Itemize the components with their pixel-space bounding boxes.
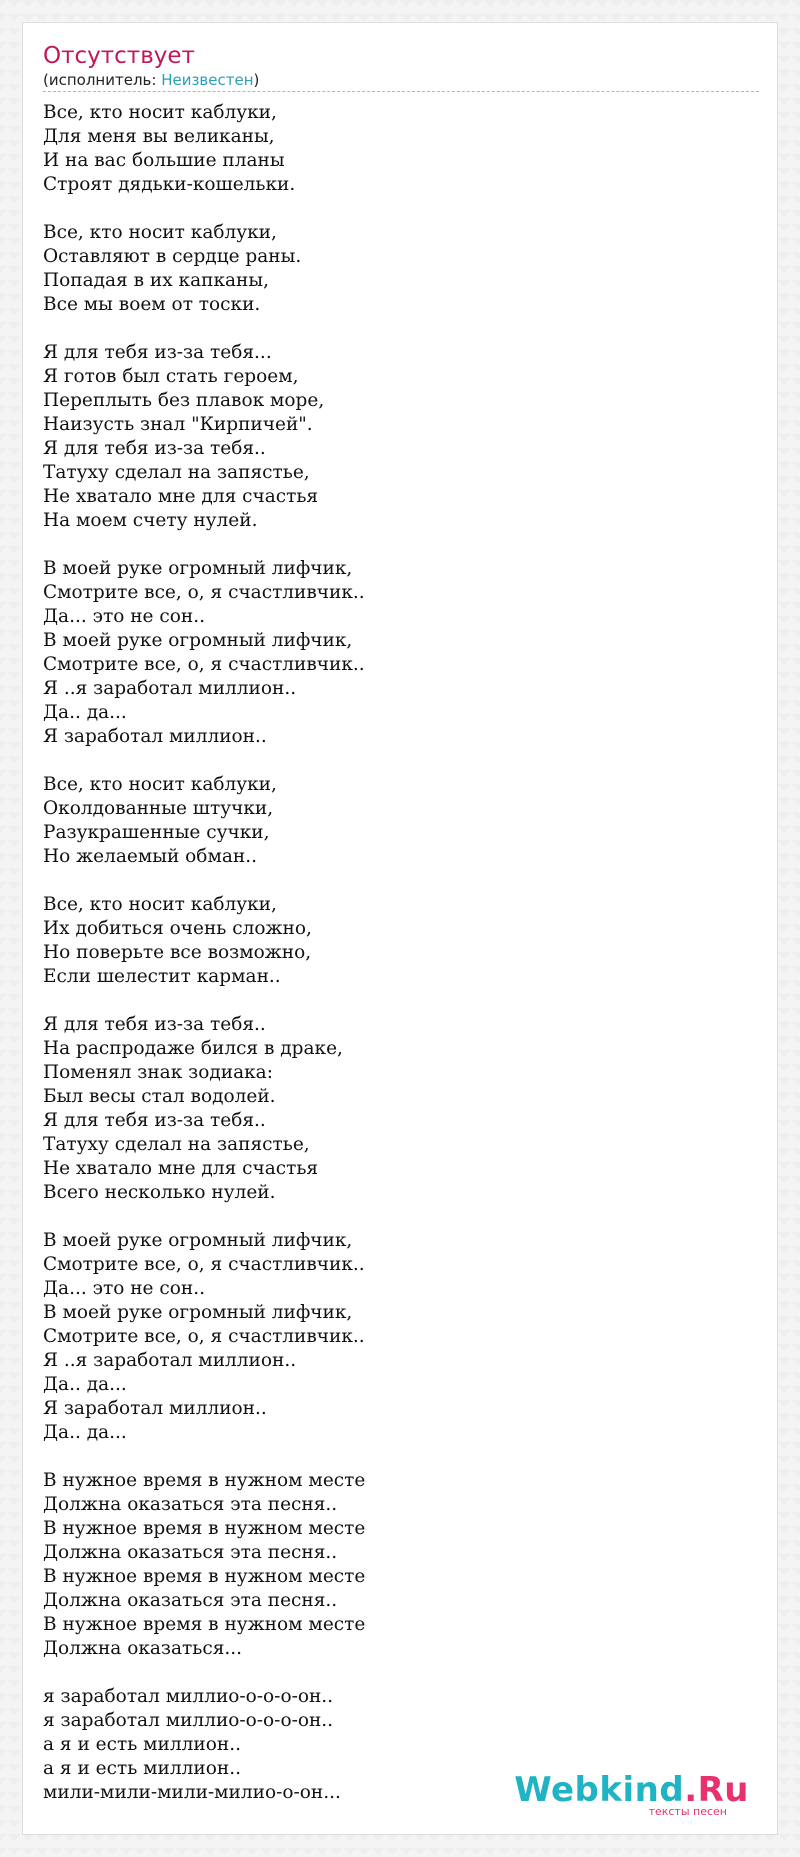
performer-label: (исполнитель:: [43, 71, 162, 89]
lyrics-text: Все, кто носит каблуки, Для меня вы великаны, И на вас большие планы Строят дядьки-кошельки. Все, кто носит каблуки, Оставляют в сердце раны. Попадая в их капканы, Все мы воем от тоски. Я для тебя из-за тебя... Я готов был стать героем, Переплыть без плавок море, Наизусть знал "Кирпичей". Я для тебя из-за тебя.. Татуху сделал на запястье, Не хватало мне для счастья На моем счету нулей. В моей руке огромный лифчик, Смотрите все, о, я счастливчик.. Да... это не сон.. В моей руке огромный лифчик, Смотрите все, о, я счастливчик.. Я ..я заработал миллион.. Да.. да... Я заработал миллион.. Все, кто носит каблуки, Околдованные штучки, Разукрашенные сучки, Но желаемый обман.. Все, кто носит каблуки, Их добиться очень сложно, Но поверьте все возможно, Если шелестит карман.. Я для тебя из-за тебя.. На распродаже бился в драке, Поменял знак зодиака: Был весы стал водолей. Я для тебя из-за тебя.. Татуху сделал на запястье, Не хватало мне для счастья Всего несколько нулей. В моей руке огромный лифчик, Смотрите все, о, я счастливчик.. Да... это не сон.. В моей руке огромный лифчик, Смотрите все, о, я счастливчик.. Я ..я заработал миллион.. Да.. да... Я заработал миллион.. Да.. да... В нужное время в нужном месте Должна оказаться эта песня.. В нужное время в нужном месте Должна оказаться эта песня.. В нужное время в нужном месте Должна оказаться эта песня.. В нужное время в нужном месте Должна оказаться... я заработал миллио-о-о-о-он.. я заработал миллио-о-о-о-он.. а я и есть миллион.. а я и есть миллион.. мили-мили-мили-милио-о-он...: [43, 102, 366, 1803]
song-header: [43, 41, 759, 92]
site-logo[interactable]: [514, 1772, 749, 1818]
artist-link[interactable]: Неизвестен: [161, 71, 254, 89]
logo-name: Webkind: [514, 1770, 685, 1810]
logo-wordmark: [514, 1772, 749, 1808]
logo-tld: .Ru: [684, 1770, 749, 1810]
song-subtitle: [43, 71, 759, 90]
song-title: Отсутствует: [43, 43, 195, 69]
lyrics-card: [22, 22, 778, 1835]
performer-label-close: ): [253, 71, 260, 89]
logo-tagline: тексты песен: [648, 1805, 727, 1818]
